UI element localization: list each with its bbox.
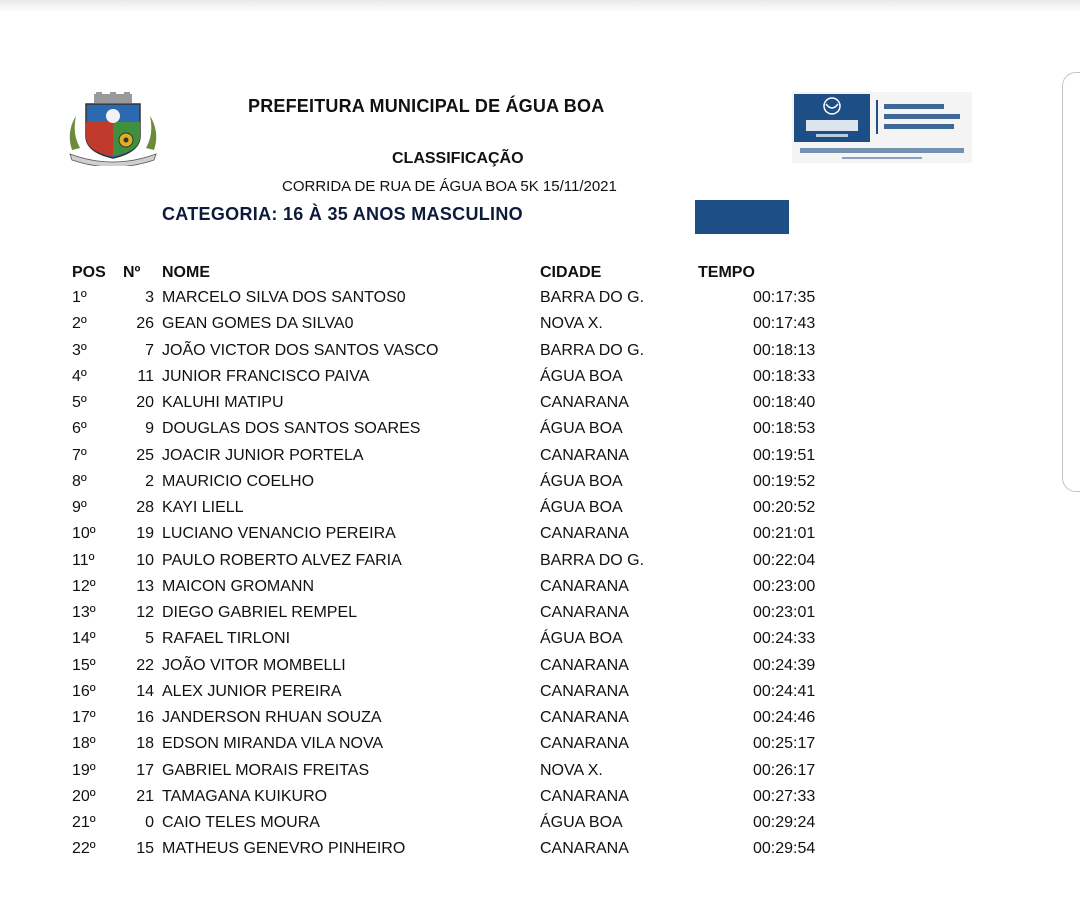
event-name: CORRIDA DE RUA DE ÁGUA BOA 5K 15/11/2021 bbox=[282, 178, 617, 195]
table-row bbox=[0, 473, 900, 499]
row-bib-number: 14 bbox=[136, 682, 154, 700]
row-position: 14º bbox=[72, 630, 96, 648]
row-position: 16º bbox=[72, 682, 96, 700]
row-time: 00:21:01 bbox=[753, 525, 816, 543]
row-bib-number: 10 bbox=[136, 551, 154, 569]
secretaria-logo bbox=[792, 92, 972, 163]
table-row bbox=[0, 394, 900, 420]
row-position: 20º bbox=[72, 787, 96, 805]
row-time: 00:25:17 bbox=[753, 735, 816, 753]
row-bib-number: 17 bbox=[136, 761, 154, 779]
row-time: 00:29:24 bbox=[753, 814, 816, 831]
row-time: 00:18:33 bbox=[753, 367, 816, 385]
row-city: CANARANA bbox=[540, 577, 629, 595]
row-position: 8º bbox=[72, 472, 87, 490]
row-time: 00:22:04 bbox=[753, 551, 816, 569]
row-bib-number: 19 bbox=[136, 525, 154, 543]
row-bib-number: 2 bbox=[145, 472, 154, 490]
row-name: EDSON MIRANDA VILA NOVA bbox=[162, 735, 384, 753]
row-city: CANARANA bbox=[540, 525, 629, 543]
row-name: RAFAEL TIRLONI bbox=[162, 630, 291, 648]
row-bib-number: 9 bbox=[145, 420, 154, 438]
row-name: DOUGLAS DOS SANTOS SOARES bbox=[162, 420, 421, 438]
row-city: CANARANA bbox=[540, 840, 629, 858]
row-position: 1º bbox=[72, 289, 87, 306]
row-position: 17º bbox=[72, 709, 96, 726]
row-time: 00:18:13 bbox=[753, 341, 816, 359]
row-name: JUNIOR FRANCISCO PAIVA bbox=[162, 367, 370, 385]
category-title: CATEGORIA: 16 À 35 ANOS MASCULINO bbox=[162, 204, 523, 224]
row-city: CANARANA bbox=[540, 682, 629, 700]
row-bib-number: 16 bbox=[136, 709, 154, 726]
row-time: 00:17:43 bbox=[753, 315, 816, 333]
row-name: MAICON GROMANN bbox=[162, 577, 314, 595]
row-name: KAYI LIELL bbox=[162, 499, 244, 516]
row-time: 00:27:33 bbox=[753, 787, 816, 805]
table-row bbox=[0, 683, 900, 709]
row-name: MATHEUS GENEVRO PINHEIRO bbox=[162, 840, 406, 858]
row-city: ÁGUA BOA bbox=[540, 367, 623, 385]
row-bib-number: 21 bbox=[136, 787, 154, 805]
row-bib-number: 7 bbox=[145, 341, 154, 359]
row-name: MAURICIO COELHO bbox=[162, 472, 315, 490]
row-city: CANARANA bbox=[540, 446, 629, 464]
row-bib-number: 15 bbox=[136, 840, 154, 858]
row-position: 6º bbox=[72, 420, 87, 438]
row-position: 15º bbox=[72, 656, 96, 674]
row-position: 3º bbox=[72, 341, 87, 359]
row-time: 00:19:51 bbox=[753, 446, 816, 464]
row-name: CAIO TELES MOURA bbox=[162, 814, 320, 831]
header-pos: POS bbox=[72, 264, 106, 281]
row-name: ALEX JUNIOR PEREIRA bbox=[162, 682, 342, 700]
table-row bbox=[0, 368, 900, 394]
row-bib-number: 13 bbox=[136, 577, 154, 595]
row-time: 00:24:46 bbox=[753, 709, 816, 726]
table-row bbox=[0, 840, 900, 866]
table-row bbox=[0, 525, 900, 551]
table-row bbox=[0, 342, 900, 368]
row-name: GEAN GOMES DA SILVA0 bbox=[162, 315, 354, 333]
row-position: 9º bbox=[72, 499, 87, 516]
row-time: 00:19:52 bbox=[753, 472, 816, 490]
row-city: BARRA DO G. bbox=[540, 289, 645, 306]
row-name: KALUHI MATIPU bbox=[162, 394, 284, 411]
page-title: PREFEITURA MUNICIPAL DE ÁGUA BOA bbox=[248, 96, 605, 116]
table-row bbox=[0, 709, 900, 735]
row-bib-number: 12 bbox=[136, 604, 154, 621]
table-row bbox=[0, 552, 900, 578]
row-time: 00:18:40 bbox=[753, 394, 816, 411]
row-bib-number: 3 bbox=[145, 289, 154, 306]
table-row bbox=[0, 499, 900, 525]
table-row bbox=[0, 630, 900, 656]
row-name: DIEGO GABRIEL REMPEL bbox=[162, 604, 358, 621]
row-position: 11º bbox=[72, 551, 95, 569]
table-row bbox=[0, 315, 900, 341]
row-name: JOACIR JUNIOR PORTELA bbox=[162, 446, 364, 464]
row-position: 7º bbox=[72, 446, 87, 464]
table-row bbox=[0, 604, 900, 630]
row-name: JOÃO VITOR MOMBELLI bbox=[162, 656, 346, 674]
row-bib-number: 22 bbox=[136, 656, 154, 674]
viewer-top-bar bbox=[0, 0, 1080, 12]
header-time: TEMPO bbox=[698, 264, 755, 281]
row-city: BARRA DO G. bbox=[540, 551, 645, 569]
blue-color-block bbox=[695, 200, 789, 234]
row-name: JOÃO VICTOR DOS SANTOS VASCO bbox=[162, 341, 439, 359]
row-position: 19º bbox=[72, 761, 96, 779]
row-bib-number: 0 bbox=[145, 814, 154, 831]
row-city: NOVA X. bbox=[540, 761, 603, 779]
row-bib-number: 25 bbox=[136, 446, 154, 464]
table-row bbox=[0, 657, 900, 683]
row-bib-number: 18 bbox=[136, 735, 154, 753]
row-city: ÁGUA BOA bbox=[540, 499, 623, 516]
row-position: 5º bbox=[72, 394, 87, 411]
row-city: ÁGUA BOA bbox=[540, 630, 623, 648]
row-city: CANARANA bbox=[540, 709, 629, 726]
row-name: PAULO ROBERTO ALVEZ FARIA bbox=[162, 551, 402, 569]
table-row bbox=[0, 578, 900, 604]
header-city: CIDADE bbox=[540, 264, 602, 281]
row-time: 00:24:41 bbox=[753, 682, 816, 700]
row-time: 00:18:53 bbox=[753, 420, 816, 438]
row-bib-number: 5 bbox=[145, 630, 154, 648]
row-time: 00:23:01 bbox=[753, 604, 816, 621]
row-position: 18º bbox=[72, 735, 96, 753]
row-bib-number: 28 bbox=[136, 499, 154, 516]
row-time: 00:23:00 bbox=[753, 577, 816, 595]
row-time: 00:24:33 bbox=[753, 630, 816, 648]
table-row bbox=[0, 447, 900, 473]
page-subtitle: CLASSIFICAÇÃO bbox=[392, 150, 524, 167]
row-city: CANARANA bbox=[540, 394, 629, 411]
header-num: Nº bbox=[123, 264, 141, 281]
table-row bbox=[0, 814, 900, 840]
row-time: 00:26:17 bbox=[753, 761, 816, 779]
row-position: 21º bbox=[72, 814, 96, 831]
header-name: NOME bbox=[162, 264, 210, 281]
row-time: 00:24:39 bbox=[753, 656, 816, 674]
row-position: 13º bbox=[72, 604, 96, 621]
municipal-crest-logo bbox=[64, 92, 162, 166]
row-city: BARRA DO G. bbox=[540, 341, 645, 359]
row-name: JANDERSON RHUAN SOUZA bbox=[162, 709, 382, 726]
row-city: NOVA X. bbox=[540, 315, 603, 333]
row-name: TAMAGANA KUIKURO bbox=[162, 787, 328, 805]
row-bib-number: 20 bbox=[136, 394, 154, 411]
row-city: CANARANA bbox=[540, 656, 629, 674]
row-position: 2º bbox=[72, 315, 87, 333]
row-name: MARCELO SILVA DOS SANTOS0 bbox=[162, 289, 406, 306]
scroll-handle[interactable] bbox=[1062, 72, 1080, 492]
table-row bbox=[0, 788, 900, 814]
table-row bbox=[0, 735, 900, 761]
row-city: CANARANA bbox=[540, 787, 629, 805]
row-position: 22º bbox=[72, 840, 96, 858]
table-row bbox=[0, 420, 900, 446]
row-city: CANARANA bbox=[540, 604, 629, 621]
row-name: LUCIANO VENANCIO PEREIRA bbox=[162, 525, 396, 543]
row-time: 00:29:54 bbox=[753, 840, 816, 858]
table-row bbox=[0, 762, 900, 788]
row-city: ÁGUA BOA bbox=[540, 814, 623, 831]
table-row bbox=[0, 289, 900, 315]
row-name: GABRIEL MORAIS FREITAS bbox=[162, 761, 370, 779]
row-city: ÁGUA BOA bbox=[540, 420, 623, 438]
row-bib-number: 11 bbox=[137, 367, 154, 385]
row-city: ÁGUA BOA bbox=[540, 472, 623, 490]
row-position: 10º bbox=[72, 525, 96, 543]
row-time: 00:17:35 bbox=[753, 289, 816, 306]
row-bib-number: 26 bbox=[136, 315, 154, 333]
row-time: 00:20:52 bbox=[753, 499, 816, 516]
row-position: 12º bbox=[72, 577, 96, 595]
row-position: 4º bbox=[72, 367, 87, 385]
row-city: CANARANA bbox=[540, 735, 629, 753]
